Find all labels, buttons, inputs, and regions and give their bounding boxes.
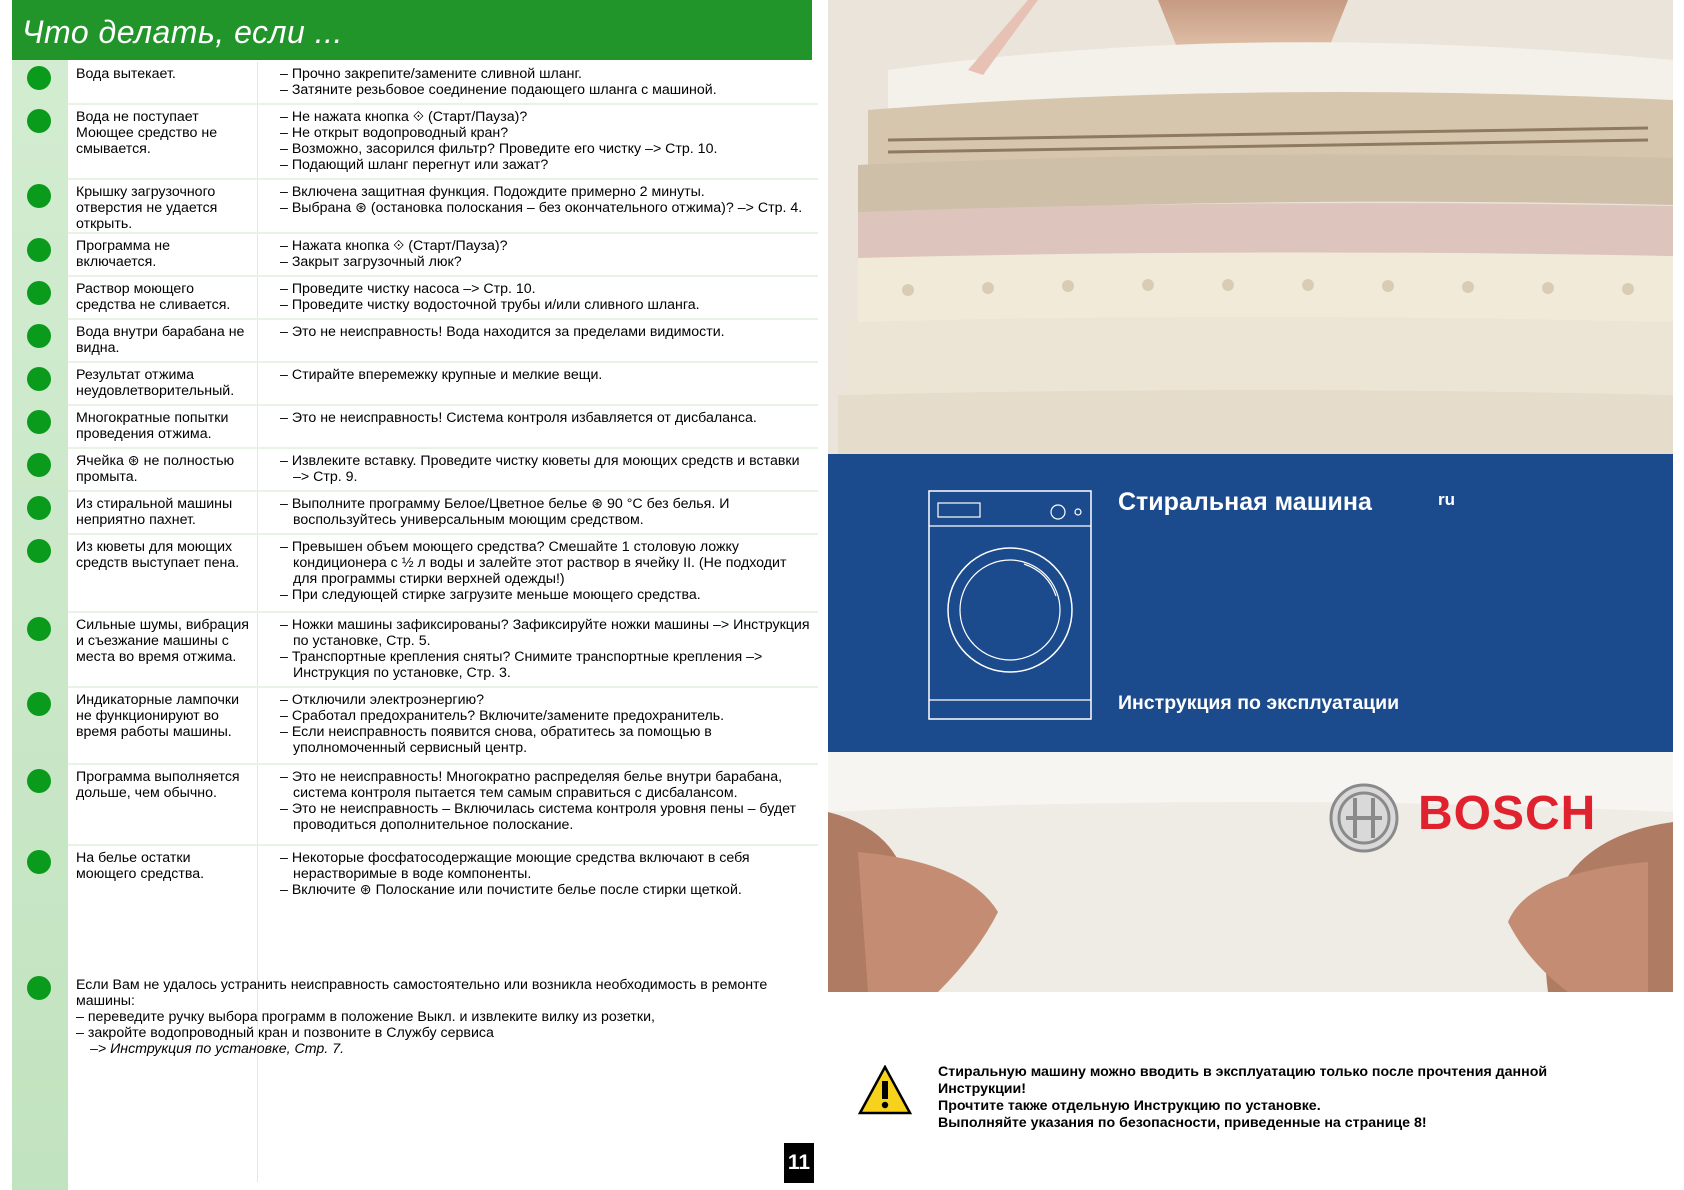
row-divider [68, 318, 818, 320]
problem-text: Индикаторные лампочки не функционируют во время работы машины. [76, 692, 240, 740]
row-divider [68, 763, 818, 765]
solution-item: – Проведите чистку водосточной трубы и/или сливного шланга. [280, 297, 700, 313]
solution-item: – Это не неисправность! Вода находится за пределами видимости. [280, 324, 725, 340]
solution-item: – Подающий шланг перегнут или зажат? [280, 157, 549, 173]
solution-list [280, 238, 810, 270]
solution-item: – Не нажата кнопка ⟐ (Старт/Пауза)? [280, 109, 528, 125]
bullet-icon [27, 692, 51, 716]
solution-item: – Возможно, засорился фильтр? Проведите его чистку –> Стр. 10. [280, 141, 718, 157]
solution-item: – Выбрана ⊛ (остановка полоскания – без окончательного отжима)? –> Стр. 4. [280, 200, 803, 216]
warning-icon [858, 1065, 912, 1115]
solution-item: – Отключили электроэнергию? [280, 692, 485, 708]
bullet-icon [27, 453, 51, 477]
row-divider [68, 232, 818, 234]
row-divider [68, 404, 818, 406]
bullet-icon [27, 109, 51, 133]
hands-photo [828, 752, 1673, 992]
solution-item: – Закрыт загрузочный люк? [280, 254, 462, 270]
solution-list [280, 66, 810, 98]
solution-item: – Сработал предохранитель? Включите/замените предохранитель. [280, 708, 725, 724]
brand-name: BOSCH [1418, 787, 1597, 840]
row-divider [68, 611, 818, 613]
solution-list [280, 367, 810, 383]
solution-item: – Если неисправность появится снова, обратитесь за помощью в уполномоченный сервисный центр. [280, 724, 712, 756]
solution-item: – Стирайте вперемежку крупные и мелкие вещи. [280, 367, 603, 383]
problem-text: Сильные шумы, вибрация и съезжание машины с места во время отжима. [76, 617, 249, 665]
bullet-icon [27, 496, 51, 520]
problem-text: Вода не поступает Моющее средство не смывается. [76, 109, 218, 157]
solution-list [280, 850, 810, 898]
row-divider [68, 275, 818, 277]
row-divider [68, 103, 818, 105]
row-divider [68, 447, 818, 449]
bullet-icon [27, 976, 51, 1000]
row-divider [68, 178, 818, 180]
solution-item: – Некоторые фосфатосодержащие моющие средства включают в себя нерастворимые в воде компоненты. [280, 850, 750, 882]
problem-text: Раствор моющего средства не сливается. [76, 281, 231, 313]
solution-list [280, 453, 810, 485]
solution-list [280, 496, 810, 528]
row-divider [68, 844, 818, 846]
safety-notice [938, 1064, 1638, 1132]
row-divider [68, 686, 818, 688]
right-page [828, 0, 1684, 1190]
bullet-icon [27, 617, 51, 641]
solution-item: – Это не неисправность – Включилась система контроля уровня пены – будет проводиться дополнительное полоскание. [280, 801, 797, 833]
solution-list [280, 324, 810, 340]
solution-item: – Нажата кнопка ⟐ (Старт/Пауза)? [280, 238, 508, 254]
page-header [12, 0, 812, 60]
solution-item: – Ножки машины зафиксированы? Зафиксируйте ножки машины –> Инструкция по установке, Стр. 5. [280, 617, 810, 649]
solution-item: – Выполните программу Белое/Цветное белье ⊛ 90 °С без белья. И воспользуйтесь универсальным моющим средством. [280, 496, 730, 528]
solution-list [280, 692, 810, 756]
problem-text: Вода вытекает. [76, 66, 176, 82]
row-divider [68, 490, 818, 492]
problem-text: Из стиральной машины неприятно пахнет. [76, 496, 233, 528]
solution-item: – Включите ⊛ Полоскание или почистите белье после стирки щеткой. [280, 882, 742, 898]
problem-text: Из кюветы для моющих средств выступает пена. [76, 539, 240, 571]
bullet-icon [27, 850, 51, 874]
final-note-item: –> Инструкция по установке, Стр. 7. [90, 1041, 345, 1057]
solution-item: – Проведите чистку насоса –> Стр. 10. [280, 281, 536, 297]
final-note-text: Если Вам не удалось устранить неисправность самостоятельно или возникла необходимость в ремонте машины: [76, 977, 768, 1009]
solution-item: – Извлеките вставку. Проведите чистку кюветы для моющих средств и вставки –> Стр. 9. [280, 453, 800, 485]
bullet-icon [27, 184, 51, 208]
product-title: Стиральная машина [1118, 488, 1372, 516]
folded-laundry-photo [828, 0, 1673, 454]
row-divider [68, 533, 818, 535]
notice-line: Стиральную машину можно вводить в эксплуатацию только после прочтения данной Инструкции! [938, 1064, 1548, 1097]
bullet-icon [27, 367, 51, 391]
folded-laundry-illustration [828, 0, 1673, 454]
final-note-item: – закройте водопроводный кран и позвоните в Службу сервиса [76, 1025, 494, 1041]
bosch-logo-icon [1328, 782, 1400, 854]
row-divider [68, 361, 818, 363]
language-code: ru [1438, 490, 1455, 509]
solution-list [280, 410, 810, 426]
bullet-icon [27, 281, 51, 305]
solution-list [280, 184, 810, 216]
problem-text: Вода внутри барабана не видна. [76, 324, 245, 356]
solution-list [280, 539, 810, 603]
problem-text: Программа выполняется дольше, чем обычно. [76, 769, 240, 801]
bullet-icon [27, 324, 51, 348]
washing-machine-icon [928, 490, 1093, 722]
left-page [12, 0, 812, 1190]
problem-text: Многократные попытки проведения отжима. [76, 410, 229, 442]
solution-list [280, 617, 810, 681]
solution-item: – Это не неисправность! Система контроля избавляется от дисбаланса. [280, 410, 757, 426]
solution-item: – При следующей стирке загрузите меньше моющего средства. [280, 587, 701, 603]
solution-list [280, 281, 810, 313]
problem-text: Программа не включается. [76, 238, 170, 270]
problem-text: Результат отжима неудовлетворительный. [76, 367, 235, 399]
solution-item: – Не открыт водопроводный кран? [280, 125, 509, 141]
notice-line: Прочтите также отдельную Инструкцию по установке. [938, 1098, 1321, 1114]
bullet-icon [27, 410, 51, 434]
final-note [76, 977, 816, 1057]
solution-list [280, 769, 810, 833]
manual-subtitle: Инструкция по эксплуатации [1118, 692, 1400, 714]
bullet-icon [27, 66, 51, 90]
solution-item: – Затяните резьбовое соединение подающего шланга с машиной. [280, 82, 717, 98]
bullet-icon [27, 769, 51, 793]
solution-item: – Превышен объем моющего средства? Смешайте 1 столовую ложку кондиционера с ½ л воды и залейте этот раствор в ячейку II. (Не подходит для программы стирки верхней одежды!) [280, 539, 787, 587]
solution-item: – Включена защитная функция. Подождите примерно 2 минуты. [280, 184, 705, 200]
bullet-icon [27, 539, 51, 563]
solution-list [280, 109, 810, 173]
solution-item: – Транспортные крепления сняты? Снимите транспортные крепления –> Инструкция по установке, Стр. 3. [280, 649, 763, 681]
problem-text: На белье остатки моющего средства. [76, 850, 205, 882]
problem-text: Ячейка ⊛ не полностью промыта. [76, 453, 235, 485]
page-number: 11 [784, 1143, 814, 1183]
final-note-item: – переведите ручку выбора программ в положение Выкл. и извлеките вилку из розетки, [76, 1009, 655, 1025]
problem-text: Крышку загрузочного отверстия не удается открыть. [76, 184, 218, 232]
solution-item: – Прочно закрепите/замените сливной шланг. [280, 66, 582, 82]
solution-item: – Это не неисправность! Многократно распределяя белье внутри барабана, система контроля пытается тем самым справиться с дисбалансом. [280, 769, 783, 801]
title-band [828, 454, 1673, 752]
page-title: Что делать, если ... [22, 14, 343, 50]
notice-line: Выполняйте указания по безопасности, приведенные на странице 8! [938, 1115, 1427, 1131]
bullet-icon [27, 238, 51, 262]
